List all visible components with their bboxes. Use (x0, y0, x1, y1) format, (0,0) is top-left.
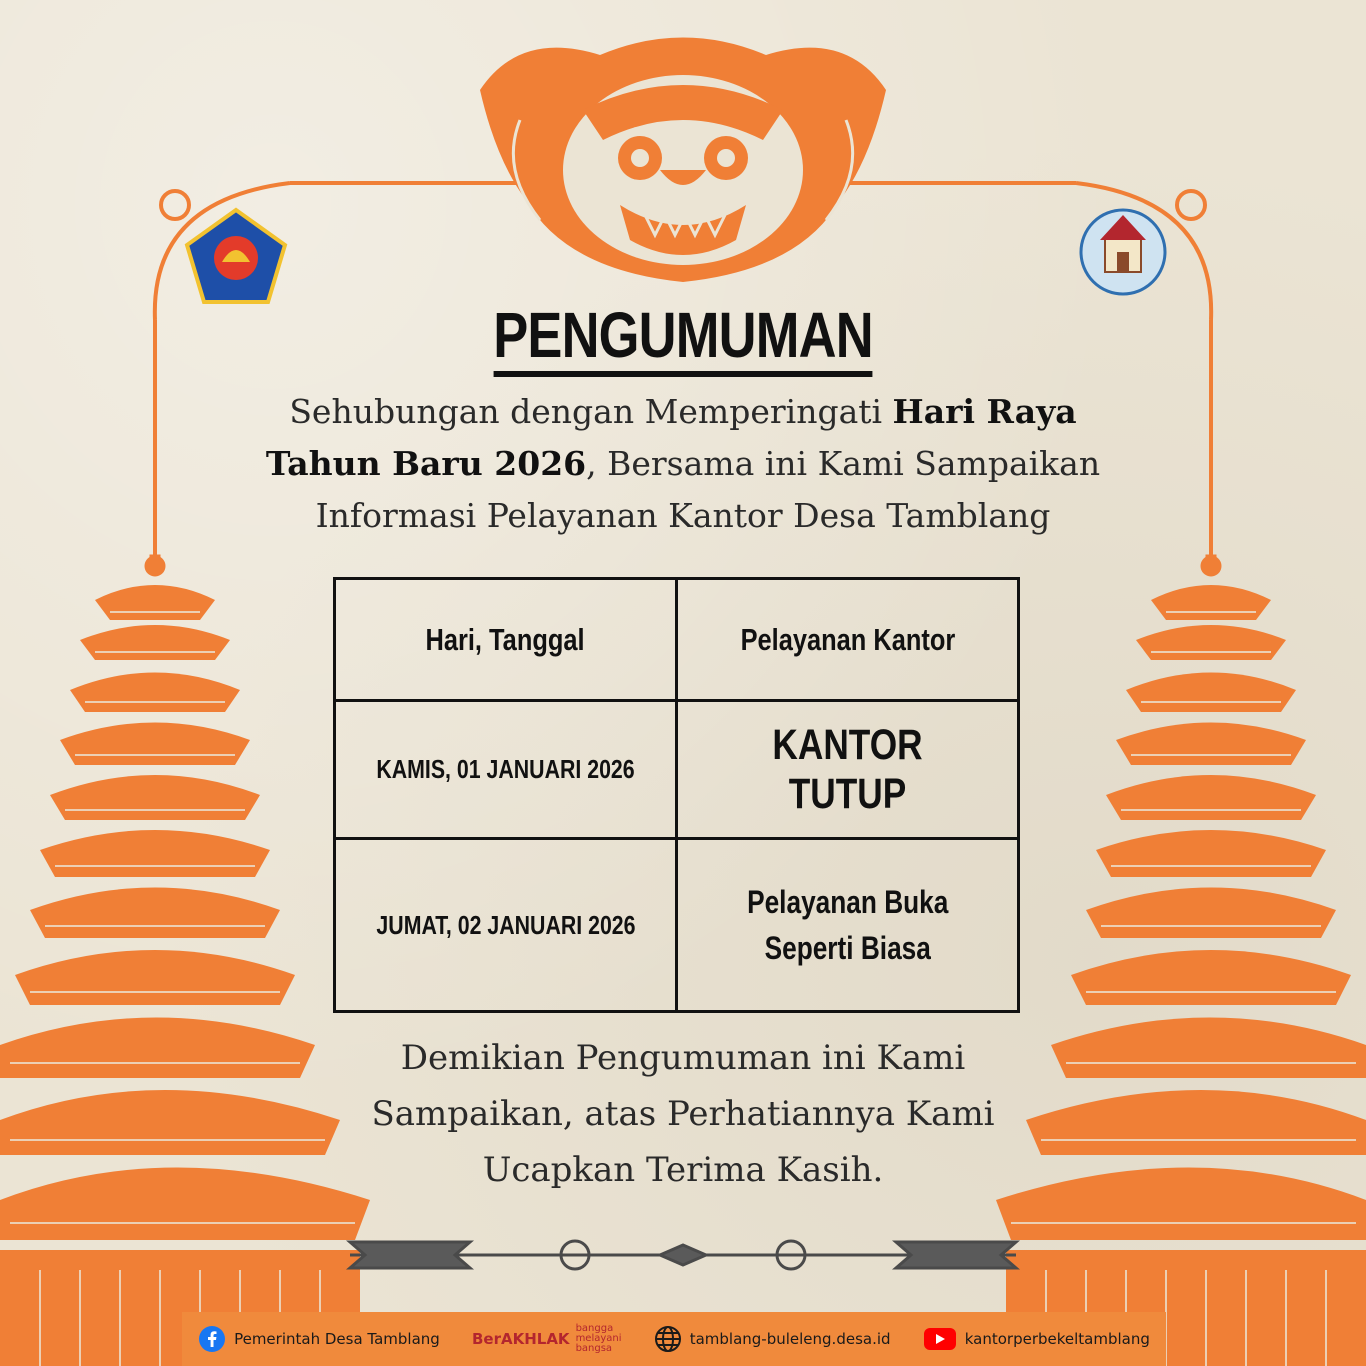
arrow-ornament-icon (350, 1241, 1016, 1269)
bangga-melayani-bangsa: bangga melayani bangsa (575, 1323, 622, 1354)
globe-icon (654, 1325, 682, 1353)
footer-bar (182, 1312, 1166, 1366)
facebook-icon (198, 1325, 226, 1353)
footer-youtube[interactable] (923, 1326, 1150, 1352)
footer-website[interactable] (654, 1325, 891, 1353)
page-title: PENGUMUMAN (123, 298, 1243, 372)
header-service: Pelayanan Kantor (677, 579, 1019, 701)
barong-mask-icon (480, 38, 886, 283)
closing-text: Demikian Pengumuman ini Kami Sampaikan, atas Perhatiannya Kami Ucapkan Terima Kasih. (371, 1038, 995, 1190)
row-date: KAMIS, 01 JANUARI 2026 (335, 701, 677, 839)
table-row (335, 701, 1019, 839)
schedule-table (333, 577, 1020, 1013)
intro-highlight: Hari Raya Tahun Baru 2026 (265, 392, 1077, 483)
header-date: Hari, Tanggal (335, 579, 677, 701)
table-row (335, 839, 1019, 1012)
row-date: JUMAT, 02 JANUARI 2026 (335, 839, 677, 1012)
meru-pagoda-right-icon (996, 555, 1366, 1366)
table-header-row (335, 579, 1019, 701)
row-service: Pelayanan Buka Seperti Biasa (677, 839, 1019, 1012)
website-label: tamblang-buleleng.desa.id (689, 1330, 891, 1348)
youtube-label: kantorperbekeltamblang (964, 1330, 1150, 1348)
youtube-icon (923, 1326, 957, 1352)
desa-tamblang-emblem-icon (1081, 210, 1165, 294)
footer-facebook[interactable] (198, 1325, 440, 1353)
intro-text: Sehubungan dengan Memperingati Hari Raya Tahun Baru 2026, Bersama ini Kami Sampaikan Informasi Pelayanan Kantor Desa Tamblang (265, 392, 1101, 535)
buleleng-emblem-icon (187, 210, 285, 302)
row-service: KANTOR TUTUP (677, 701, 1019, 839)
meru-pagoda-left-icon (0, 555, 370, 1366)
facebook-label: Pemerintah Desa Tamblang (234, 1330, 440, 1348)
berakhlak-logo: BerAKHLAK bangga melayani bangsa (471, 1323, 622, 1354)
